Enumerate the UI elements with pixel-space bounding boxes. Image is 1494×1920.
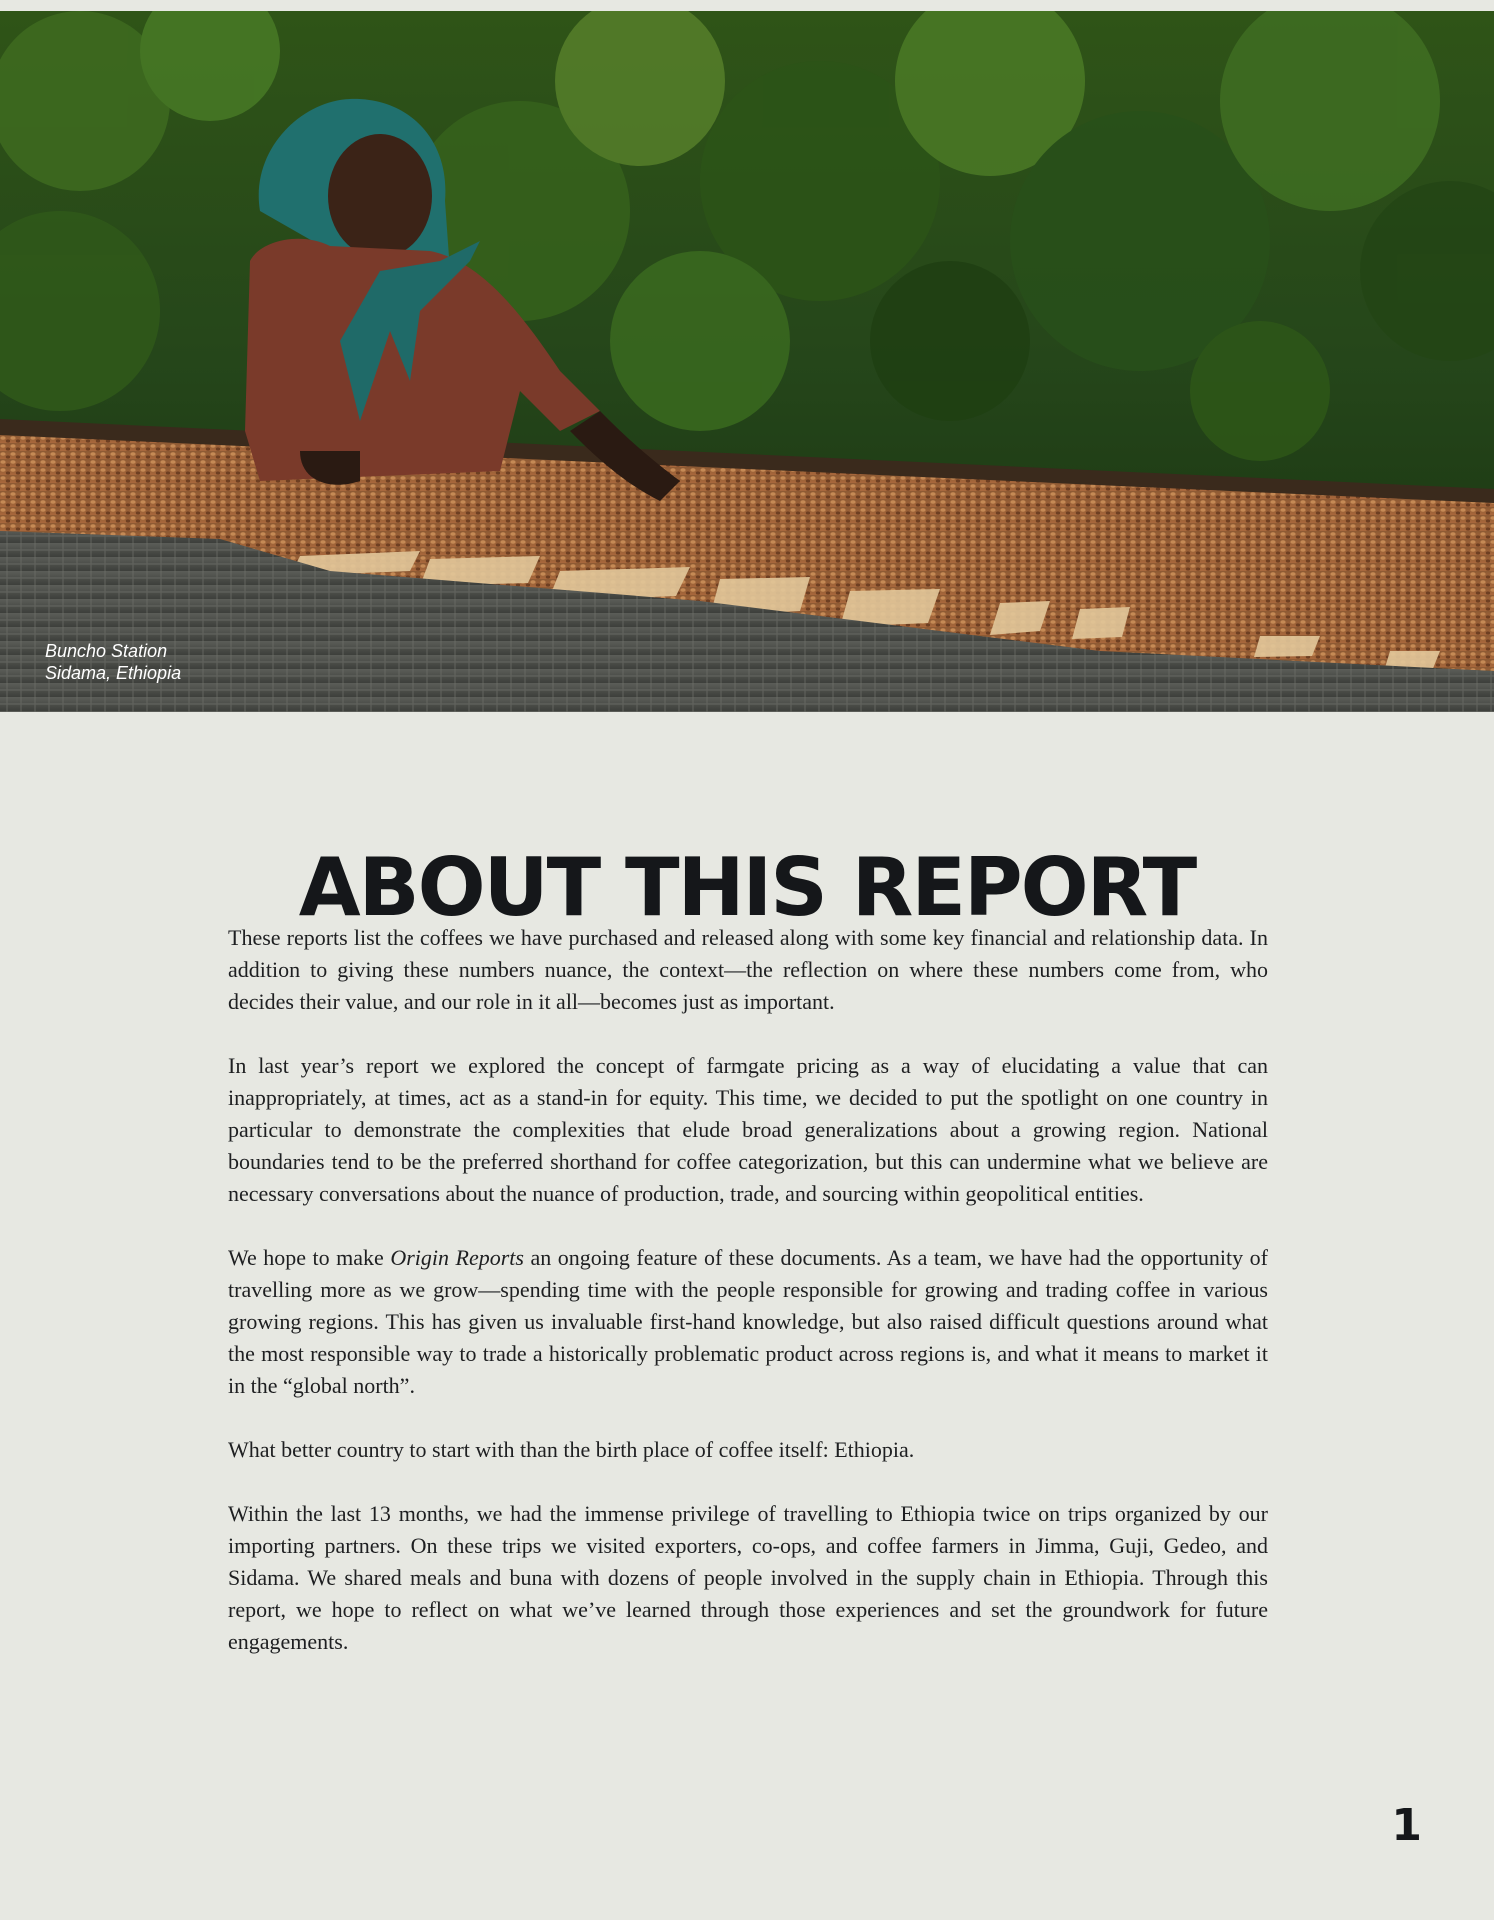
- paragraph-origin-reports-rest: an ongoing feature of these documents. As a team, we have had the opportunity of travelling more as we grow—spending time with the people responsible for growing and trading coffee in various growing regions. This has given us invaluable first-hand knowledge, but also raised difficult questions around what the most responsible way to trade a historically problematic product across regions is, and what it means to market it in the “global north”.: [228, 1245, 1268, 1398]
- paragraph-travel: Within the last 13 months, we had the immense privilege of travelling to Ethiopia twice on trips organized by our importing partners. On these trips we visited exporters, co-ops, and coffee farmers in Jimma, Guji, Gedeo, and Sidama. We shared meals and buna with dozens of people involved in the supply chain in Ethiopia. Through this report, we hope to reflect on what we’ve learned through those experiences and set the groundwork for future engagements.: [228, 1501, 1268, 1654]
- origin-reports-title: Origin Reports: [390, 1245, 524, 1270]
- report-body: [228, 922, 1268, 1690]
- caption-station: Buncho Station: [45, 641, 168, 661]
- paragraph-intro: These reports list the coffees we have purchased and released along with some key financial and relationship data. In addition to giving these numbers nuance, the context—the reflection on where these numbers come from, who decides their value, and our role in it all—becomes just as important.: [228, 925, 1268, 1014]
- coffee-drying-bed-photo: [0, 11, 1494, 712]
- paragraph-origin-reports-start: We hope to make: [228, 1245, 391, 1270]
- hero-photo: [0, 11, 1494, 712]
- paragraph-farmgate: In last year’s report we explored the concept of farmgate pricing as a way of elucidating a value that can inappropriately, at times, act as a stand-in for equity. This time, we decided to put the spotlight on one country in particular to demonstrate the complexities that elude broad generalizations about a growing region. National boundaries tend to be the preferred shorthand for coffee categorization, but this can undermine what we believe are necessary conversations about the nuance of production, trade, and sourcing within geopolitical entities.: [228, 1053, 1268, 1206]
- paragraph-ethiopia: What better country to start with than the birth place of coffee itself: Ethiopia.: [228, 1437, 915, 1462]
- paragraph-origin-reports: [228, 1242, 1268, 1402]
- page-number: 1: [1391, 1800, 1422, 1851]
- page-title: ABOUT THIS REPORT: [298, 840, 1196, 934]
- caption-location: Sidama, Ethiopia: [45, 663, 182, 683]
- photo-caption: [45, 640, 181, 684]
